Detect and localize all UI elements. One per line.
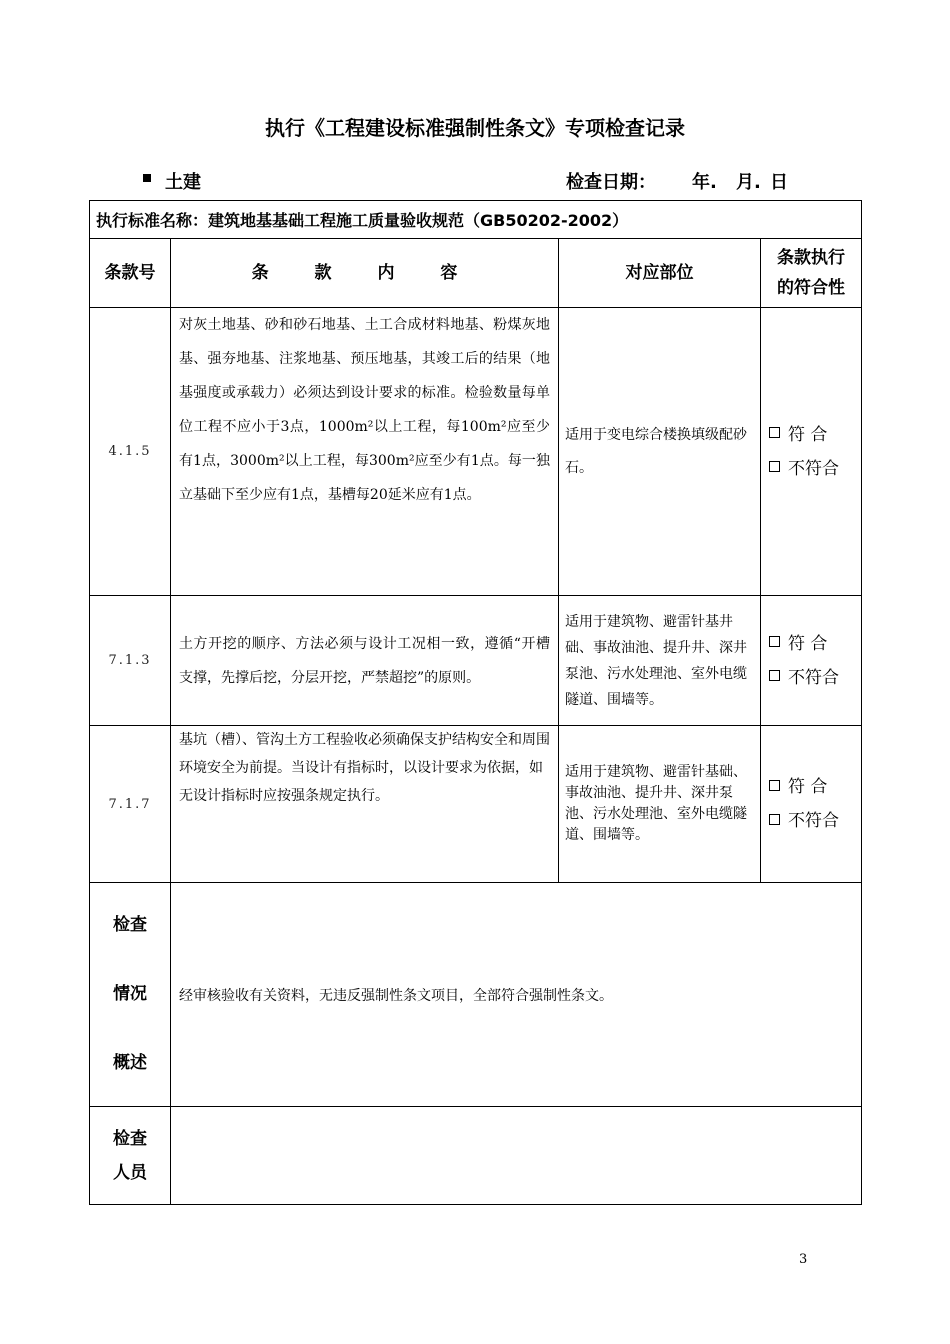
compliance-options xyxy=(761,726,862,883)
col-compliance-line2: 的符合性 xyxy=(777,278,846,298)
clause-number: 7.1.3 xyxy=(90,596,171,726)
date-month: 月. xyxy=(736,172,761,193)
column-header-row xyxy=(90,239,862,308)
compliance-options xyxy=(761,596,862,726)
date-day: 日 xyxy=(770,172,788,193)
option-compliant[interactable]: 符 合 xyxy=(769,627,861,661)
summary-row xyxy=(90,883,862,1107)
inspectors-row xyxy=(90,1107,862,1205)
table-row xyxy=(90,596,862,726)
clause-content: 对灰土地基、砂和砂石地基、土工合成材料地基、粉煤灰地基、强夯地基、注浆地基、预压地基，其竣工后的结果（地基强度或承载力）必须达到设计要求的标准。检验数量每单位工程不应小于3点，1000m²以上工程，每100m²应至少有1点，3000m²以上工程，每300m²应至少有1点。每一独立基础下至少应有1点，基槽每20延米应有1点。 xyxy=(171,308,559,596)
col-content-label: 条 款 内 容 xyxy=(251,263,478,283)
inspectors-field[interactable] xyxy=(171,1107,862,1205)
page-number: 3 xyxy=(799,1252,808,1267)
checkbox-icon[interactable] xyxy=(769,427,780,438)
date-label: 检查日期： xyxy=(566,172,656,193)
col-content xyxy=(171,239,559,308)
checkbox-icon[interactable] xyxy=(769,670,780,681)
clause-number: 7.1.7 xyxy=(90,726,171,883)
option-noncompliant[interactable]: 不符合 xyxy=(769,804,861,838)
inspection-table xyxy=(89,200,862,1205)
col-compliance-line1: 条款执行 xyxy=(777,248,846,268)
compliance-options xyxy=(761,308,862,596)
standard-name: 执行标准名称：建筑地基基础工程施工质量验收规范（GB50202-2002） xyxy=(90,201,862,239)
applicable-part: 适用于变电综合楼换填级配砂石。 xyxy=(559,308,761,596)
clause-content: 土方开挖的顺序、方法必须与设计工况相一致，遵循“开槽支撑，先撑后挖，分层开挖，严禁超挖”的原则。 xyxy=(171,596,559,726)
document-title: 执行《工程建设标准强制性条文》专项检查记录 xyxy=(265,116,685,140)
applicable-part: 适用于建筑物、避雷针基井础、事故油池、提升井、深井泵池、污水处理池、室外电缆隧道、围墙等。 xyxy=(559,596,761,726)
applicable-part: 适用于建筑物、避雷针基础、事故油池、提升井、深井泵池、污水处理池、室外电缆隧道、围墙等。 xyxy=(559,726,761,883)
col-part: 对应部位 xyxy=(559,239,761,308)
col-compliance xyxy=(761,239,862,308)
checkbox-icon[interactable] xyxy=(769,636,780,647)
date-year: 年. xyxy=(692,172,717,193)
checkbox-icon[interactable] xyxy=(769,461,780,472)
category-label: 土建 xyxy=(165,172,201,193)
option-noncompliant[interactable]: 不符合 xyxy=(769,661,861,695)
checkbox-icon[interactable] xyxy=(769,814,780,825)
checkbox-icon[interactable] xyxy=(769,780,780,791)
clause-number: 4.1.5 xyxy=(90,308,171,596)
bullet-icon xyxy=(143,174,151,182)
option-noncompliant[interactable]: 不符合 xyxy=(769,452,861,486)
col-clause-no: 条款号 xyxy=(90,239,171,308)
table-row xyxy=(90,726,862,883)
summary-label: 检查 情况 概述 xyxy=(90,883,171,1107)
standard-name-row xyxy=(90,201,862,239)
clause-content: 基坑（槽）、管沟土方工程验收必须确保支护结构安全和周围环境安全为前提。当设计有指标时，以设计要求为依据，如无设计指标时应按强条规定执行。 xyxy=(171,726,559,883)
summary-text: 经审核验收有关资料，无违反强制性条文项目，全部符合强制性条文。 xyxy=(171,883,862,1107)
inspectors-label: 检查 人员 xyxy=(90,1107,171,1205)
option-compliant[interactable]: 符 合 xyxy=(769,418,861,452)
table-row xyxy=(90,308,862,596)
option-compliant[interactable]: 符 合 xyxy=(769,770,861,804)
